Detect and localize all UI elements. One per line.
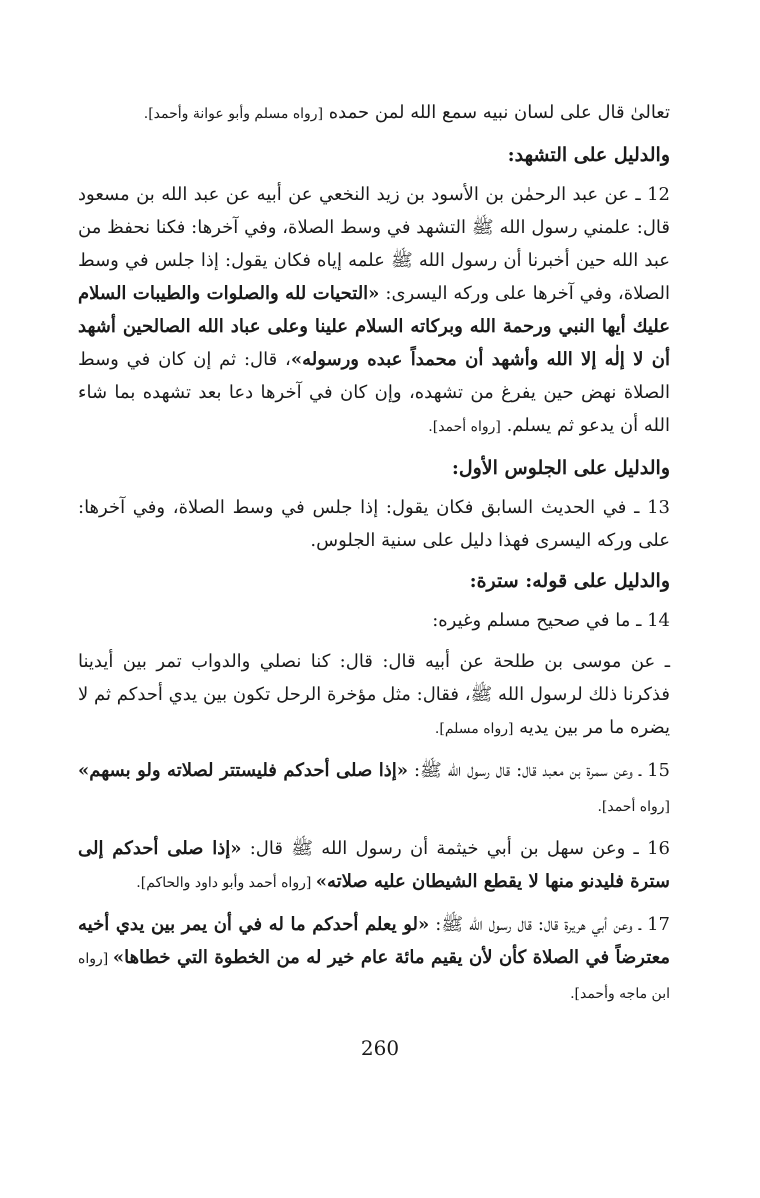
paragraph-17-reference: [رواه ابن ماجه وأحمد].: [78, 951, 670, 1002]
paragraph-12-reference: [رواه أحمد].: [428, 419, 501, 435]
hadith-number-17: 17: [647, 914, 670, 935]
paragraph-14-musa-text: ـ عن موسى بن طلحة عن أبيه قال: قال: كنا نصلي والدواب تمر بين أيدينا فذكرنا ذلك لرسول الله ﷺ، فقال: مثل مؤخرة الرحل تكون بين يدي أحدكم ثم لا يضره ما مر بين يديه: [78, 651, 670, 738]
paragraph-15-hadith: «إذا صلى أحدكم فليستتر لصلاته ولو بسهم»: [78, 760, 408, 781]
hadith-number-14: 14: [647, 610, 670, 631]
paragraph-16-hadith: «إذا صلى أحدكم إلى سترة فليدنو منها لا يقطع الشيطان عليه صلاته»: [78, 838, 670, 892]
paragraph-14-musa: [78, 645, 670, 746]
intro-text: تعالىٰ قال على لسان نبيه سمع الله لمن حمده: [323, 102, 670, 123]
paragraph-17-text: ـ وعن أبي هريرة قال: قال رسول الله ﷺ:: [429, 914, 648, 935]
paragraph-16-reference: [رواه أحمد وأبو داود والحاكم].: [136, 875, 316, 891]
paragraph-17: [78, 908, 670, 1011]
paragraph-15-text: ـ وعن سمرة بن معبد قال: قال رسول الله ﷺ:: [408, 760, 648, 781]
intro-reference: [رواه مسلم وأبو عوانة وأحمد].: [143, 106, 324, 122]
hadith-number-12: 12: [647, 184, 670, 205]
paragraph-12-text-a: ـ عن عبد الرحمٰن بن الأسود بن زيد النخعي عن أبيه عن عبد الله بن مسعود قال: علمني رسول الله ﷺ التشهد في وسط الصلاة، وفي آخرها: فكنا نحفظ من عبد الله حين أخبرنا أن رسول الله ﷺ علمه إياه فكان يقول: إذا جلس في وسط الصلاة، وفي آخرها على وركه اليسرى:: [78, 184, 670, 304]
page-number: 260: [360, 1036, 400, 1060]
intro-line: [78, 96, 670, 131]
paragraph-16-text: ـ وعن سهل بن أبي خيثمة أن رسول الله ﷺ قال:: [241, 838, 648, 859]
heading-first-sitting: والدليل على الجلوس الأول:: [451, 457, 670, 479]
paragraph-13-text: ـ في الحديث السابق فكان يقول: إذا جلس في وسط الصلاة، وفي آخرها: على وركه اليسرى فهذا دليل على سنية الجلوس.: [78, 497, 670, 551]
paragraph-13: [78, 491, 670, 557]
heading-sutrah: والدليل على قوله: سترة:: [469, 570, 670, 592]
paragraph-12-text-b: ، قال: ثم إن كان في وسط الصلاة نهض حين يفرغ من تشهده، وإن كان في آخرها دعا بعد تشهده بما شاء الله أن يدعو ثم يسلم.: [78, 349, 670, 436]
paragraph-15: [78, 754, 670, 824]
paragraph-14-text: ـ ما في صحيح مسلم وغيره:: [432, 610, 648, 631]
hadith-number-13: 13: [647, 497, 670, 518]
paragraph-12-tashahhud-text: «التحيات لله والصلوات والطيبات السلام عليك أيها النبي ورحمة الله وبركاته السلام علينا وعلى عباد الله الصالحين أشهد أن لا إلٰه إلا الله وأشهد أن محمداً عبده ورسوله»: [78, 283, 670, 370]
paragraph-17-hadith: «لو يعلم أحدكم ما له في أن يمر بين يدي أخيه معترضاً في الصلاة كأن لأن يقيم مائة عام خير له من الخطوة التي خطاها»: [78, 914, 670, 968]
hadith-number-15: 15: [647, 760, 670, 781]
paragraph-12: [78, 178, 670, 444]
paragraph-15-reference: [رواه أحمد].: [597, 799, 670, 815]
hadith-number-16: 16: [647, 838, 670, 859]
heading-tashahhud: والدليل على التشهد:: [507, 144, 670, 166]
paragraph-16: [78, 832, 670, 900]
page-body: [78, 96, 670, 1011]
paragraph-14: [78, 604, 670, 637]
paragraph-14-musa-reference: [رواه مسلم].: [434, 721, 514, 737]
